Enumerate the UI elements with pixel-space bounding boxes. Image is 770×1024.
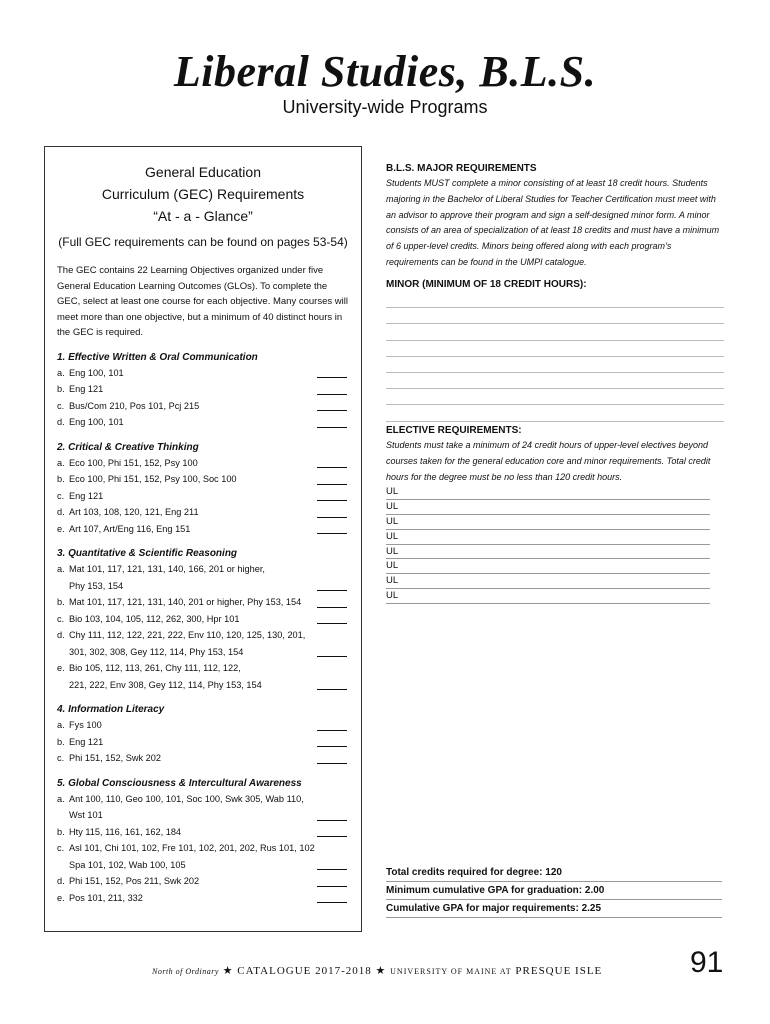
footer-tagline: North of Ordinary bbox=[152, 967, 219, 976]
objective-courses: Phy 153, 154 bbox=[69, 580, 124, 591]
gec-objective-row bbox=[57, 504, 349, 521]
gec-objective-row bbox=[57, 660, 349, 677]
objective-courses: Eng 121 bbox=[69, 490, 104, 501]
footer-catalogue: CATALOGUE 2017-2018 bbox=[237, 965, 372, 977]
minor-line[interactable] bbox=[386, 308, 724, 324]
major-heading: B.L.S. MAJOR REQUIREMENTS bbox=[386, 163, 537, 174]
gec-intro: The GEC contains 22 Learning Objectives organized under five General Education Learning Outcomes (GLOs). To complete the GEC, select at least one course for each objective. Many courses will meet more than one objective, but a minimum of 40 distinct hours in the GEC is required. bbox=[57, 265, 348, 338]
minor-lines bbox=[386, 292, 724, 422]
objective-courses: Fys 100 bbox=[69, 720, 102, 730]
objective-letter: a. bbox=[57, 457, 65, 468]
gec-objective-row bbox=[57, 890, 349, 907]
objective-courses: Bus/Com 210, Pos 101, Pcj 215 bbox=[69, 400, 200, 411]
objective-courses: Eng 121 bbox=[69, 384, 104, 394]
objective-letter: d. bbox=[57, 417, 65, 427]
gec-objective-row bbox=[57, 414, 349, 431]
minor-line[interactable] bbox=[386, 341, 724, 357]
minor-line[interactable] bbox=[386, 357, 724, 373]
gec-section-title: 2. Critical & Creative Thinking bbox=[57, 441, 199, 453]
gec-objective-row bbox=[57, 594, 349, 611]
objective-courses: Hty 115, 116, 161, 162, 184 bbox=[69, 826, 182, 837]
objective-checkoff-blank[interactable] bbox=[317, 689, 347, 690]
gec-objective-row bbox=[57, 488, 349, 505]
footer-university: UNIVERSITY OF MAINE AT bbox=[390, 967, 512, 976]
major-requirements bbox=[386, 162, 724, 271]
objective-courses: Phi 151, 152, Pos 211, Swk 202 bbox=[69, 876, 200, 886]
ul-line[interactable]: UL bbox=[386, 545, 710, 560]
ul-line[interactable]: UL bbox=[386, 589, 710, 604]
objective-checkoff-blank[interactable] bbox=[317, 484, 347, 485]
gec-objective-row bbox=[57, 717, 349, 734]
page-title: Liberal Studies, B.L.S. bbox=[173, 47, 597, 96]
objective-courses: Mat 101, 117, 121, 131, 140, 201 or higher, Phy 153, 154 bbox=[69, 597, 302, 607]
gec-objective-row bbox=[57, 561, 349, 578]
gec-objective-row bbox=[57, 365, 349, 382]
objective-checkoff-blank[interactable] bbox=[317, 394, 347, 395]
objective-checkoff-blank[interactable] bbox=[317, 763, 347, 764]
objective-courses: Eco 100, Phi 151, 152, Psy 100 bbox=[69, 457, 198, 468]
objective-letter: c. bbox=[57, 490, 65, 501]
objective-courses: Art 103, 108, 120, 121, Eng 211 bbox=[69, 507, 199, 517]
gec-objective-row bbox=[57, 398, 349, 415]
objective-checkoff-blank[interactable] bbox=[317, 410, 347, 411]
minor-line[interactable] bbox=[386, 324, 724, 340]
objective-courses: Chy 111, 112, 122, 221, 222, Env 110, 120, 125, 130, 201, bbox=[69, 630, 306, 640]
objective-letter: d. bbox=[57, 876, 65, 886]
objective-checkoff-blank[interactable] bbox=[317, 656, 347, 657]
minor-line[interactable] bbox=[386, 405, 724, 421]
gec-objective-row bbox=[57, 521, 349, 538]
gpa-major: Cumulative GPA for major requirements: 2.25 bbox=[386, 900, 722, 918]
minor-line[interactable] bbox=[386, 389, 724, 405]
elective-section bbox=[386, 424, 724, 604]
gec-objective-row bbox=[57, 873, 349, 890]
star-icon: ★ bbox=[375, 965, 387, 977]
objective-checkoff-blank[interactable] bbox=[317, 377, 347, 378]
minor-section bbox=[386, 278, 724, 422]
gec-objective-row bbox=[57, 857, 349, 874]
objective-courses: Asl 101, Chi 101, 102, Fre 101, 102, 201, 202, Rus 101, 102 bbox=[69, 843, 315, 853]
page-footer bbox=[152, 964, 602, 977]
ul-lines bbox=[386, 485, 710, 603]
ul-line[interactable]: UL bbox=[386, 559, 710, 574]
objective-checkoff-blank[interactable] bbox=[317, 869, 347, 870]
objective-letter: b. bbox=[57, 384, 65, 394]
gec-objective-row bbox=[57, 734, 349, 751]
objective-letter: c. bbox=[57, 613, 65, 624]
objective-courses: Eng 121 bbox=[69, 736, 104, 747]
ul-line[interactable]: UL bbox=[386, 574, 710, 589]
star-icon: ★ bbox=[222, 965, 234, 977]
objective-courses: 221, 222, Env 308, Gey 112, 114, Phy 153, 154 bbox=[69, 679, 262, 690]
objective-courses: Mat 101, 117, 121, 131, 140, 166, 201 or higher, bbox=[69, 564, 265, 574]
objective-courses: Pos 101, 211, 332 bbox=[69, 892, 143, 903]
objective-courses: Eco 100, Phi 151, 152, Psy 100, Soc 100 bbox=[69, 474, 237, 484]
page-number: 91 bbox=[690, 946, 724, 979]
objective-letter: b. bbox=[57, 474, 65, 484]
objective-letter: c. bbox=[57, 400, 65, 411]
gec-heading bbox=[57, 161, 349, 227]
gec-objective-row bbox=[57, 611, 349, 628]
gec-objective-row bbox=[57, 840, 349, 857]
gec-objective-row bbox=[57, 750, 349, 767]
gec-section-title: 3. Quantitative & Scientific Reasoning bbox=[57, 548, 238, 559]
gec-objective-row bbox=[57, 791, 349, 808]
gec-objective-row bbox=[57, 627, 349, 644]
objective-courses: Wst 101 bbox=[69, 810, 103, 820]
gec-objective-row bbox=[57, 471, 349, 488]
gec-objective-row bbox=[57, 455, 349, 472]
objective-letter: b. bbox=[57, 826, 65, 837]
objective-courses: Bio 103, 104, 105, 112, 262, 300, Hpr 101 bbox=[69, 613, 240, 624]
objective-checkoff-blank[interactable] bbox=[317, 607, 347, 608]
objective-courses: Eng 100, 101 bbox=[69, 417, 124, 427]
objective-letter: a. bbox=[57, 720, 65, 730]
elective-text: Students must take a minimum of 24 credit hours of upper-level electives beyond courses taken for the general education core and minor requirements. Total credit hours for the degree must be no less than 120 credit hours. bbox=[386, 440, 711, 482]
objective-courses: Bio 105, 112, 113, 261, Chy 111, 112, 122, bbox=[69, 663, 241, 673]
total-credits: Total credits required for degree: 120 bbox=[386, 864, 722, 882]
objective-courses: Art 107, Art/Eng 116, Eng 151 bbox=[69, 523, 191, 534]
objective-courses: Eng 100, 101 bbox=[69, 367, 124, 378]
gec-sections bbox=[57, 351, 349, 907]
objective-letter: c. bbox=[57, 753, 65, 763]
objective-letter: e. bbox=[57, 523, 65, 534]
objective-checkoff-blank[interactable] bbox=[317, 533, 347, 534]
gec-objective-row bbox=[57, 677, 349, 694]
objective-letter: b. bbox=[57, 597, 65, 607]
objective-letter: a. bbox=[57, 367, 65, 378]
objective-courses: Ant 100, 110, Geo 100, 101, Soc 100, Swk 305, Wab 110, bbox=[69, 793, 304, 804]
ul-line[interactable]: UL bbox=[386, 485, 710, 500]
footer-campus: PRESQUE ISLE bbox=[515, 965, 603, 977]
objective-checkoff-blank[interactable] bbox=[317, 902, 347, 903]
page-subtitle: University-wide Programs bbox=[282, 97, 488, 117]
objective-letter: d. bbox=[57, 630, 65, 640]
degree-totals bbox=[386, 864, 722, 918]
objective-courses: 301, 302, 308, Gey 112, 114, Phy 153, 154 bbox=[69, 646, 244, 657]
objective-letter: a. bbox=[57, 564, 65, 574]
elective-heading: ELECTIVE REQUIREMENTS: bbox=[386, 425, 522, 436]
gec-heading-line: Curriculum (GEC) Requirements bbox=[101, 186, 305, 202]
objective-letter: c. bbox=[57, 843, 65, 853]
objective-checkoff-blank[interactable] bbox=[317, 836, 347, 837]
ul-line[interactable]: UL bbox=[386, 530, 710, 545]
objective-courses: Spa 101, 102, Wab 100, 105 bbox=[69, 859, 186, 870]
gec-note: (Full GEC requirements can be found on pages 53-54) bbox=[58, 235, 348, 249]
objective-letter: a. bbox=[57, 793, 65, 804]
major-text: Students MUST complete a minor consisting of at least 18 credit hours. Students majoring in the Bachelor of Liberal Studies for Teacher Certification must meet with an advisor to approve their program and sign a self-designed minor form. A minor consists of an area of specialization of at least 18 credits and must have a minimum of 6 upper-level credits. Minors being offered along with each program’s requirements can be found in the UMPI catalogue. bbox=[386, 178, 720, 267]
objective-letter: e. bbox=[57, 663, 65, 673]
gec-heading-line: General Education bbox=[145, 164, 261, 180]
gec-objective-row bbox=[57, 644, 349, 661]
objective-checkoff-blank[interactable] bbox=[317, 730, 347, 731]
gec-box bbox=[44, 146, 362, 932]
objective-checkoff-blank[interactable] bbox=[317, 746, 347, 747]
gec-objective-row bbox=[57, 824, 349, 841]
gec-objective-row bbox=[57, 381, 349, 398]
minor-line[interactable] bbox=[386, 292, 724, 308]
gec-objective-row bbox=[57, 807, 349, 824]
minor-line[interactable] bbox=[386, 373, 724, 389]
min-gpa-graduation: Minimum cumulative GPA for graduation: 2.00 bbox=[386, 882, 722, 900]
gec-section-title: 5. Global Consciousness & Intercultural Awareness bbox=[57, 777, 302, 789]
minor-heading: MINOR (MINIMUM OF 18 CREDIT HOURS): bbox=[386, 279, 587, 290]
gec-section-title: 1. Effective Written & Oral Communication bbox=[57, 351, 258, 363]
objective-checkoff-blank[interactable] bbox=[317, 886, 347, 887]
gec-section-title: 4. Information Literacy bbox=[57, 704, 165, 715]
gec-objective-row bbox=[57, 578, 349, 595]
objective-checkoff-blank[interactable] bbox=[317, 517, 347, 518]
ul-line[interactable]: UL bbox=[386, 500, 710, 515]
objective-checkoff-blank[interactable] bbox=[317, 820, 347, 821]
objective-courses: Phi 151, 152, Swk 202 bbox=[69, 753, 161, 763]
objective-letter: d. bbox=[57, 507, 65, 517]
objective-checkoff-blank[interactable] bbox=[317, 590, 347, 591]
objective-letter: e. bbox=[57, 892, 65, 903]
objective-checkoff-blank[interactable] bbox=[317, 500, 347, 501]
objective-checkoff-blank[interactable] bbox=[317, 467, 347, 468]
objective-checkoff-blank[interactable] bbox=[317, 623, 347, 624]
objective-checkoff-blank[interactable] bbox=[317, 427, 347, 428]
ul-line[interactable]: UL bbox=[386, 515, 710, 530]
gec-heading-line: “At - a - Glance” bbox=[153, 208, 253, 224]
objective-letter: b. bbox=[57, 736, 65, 747]
